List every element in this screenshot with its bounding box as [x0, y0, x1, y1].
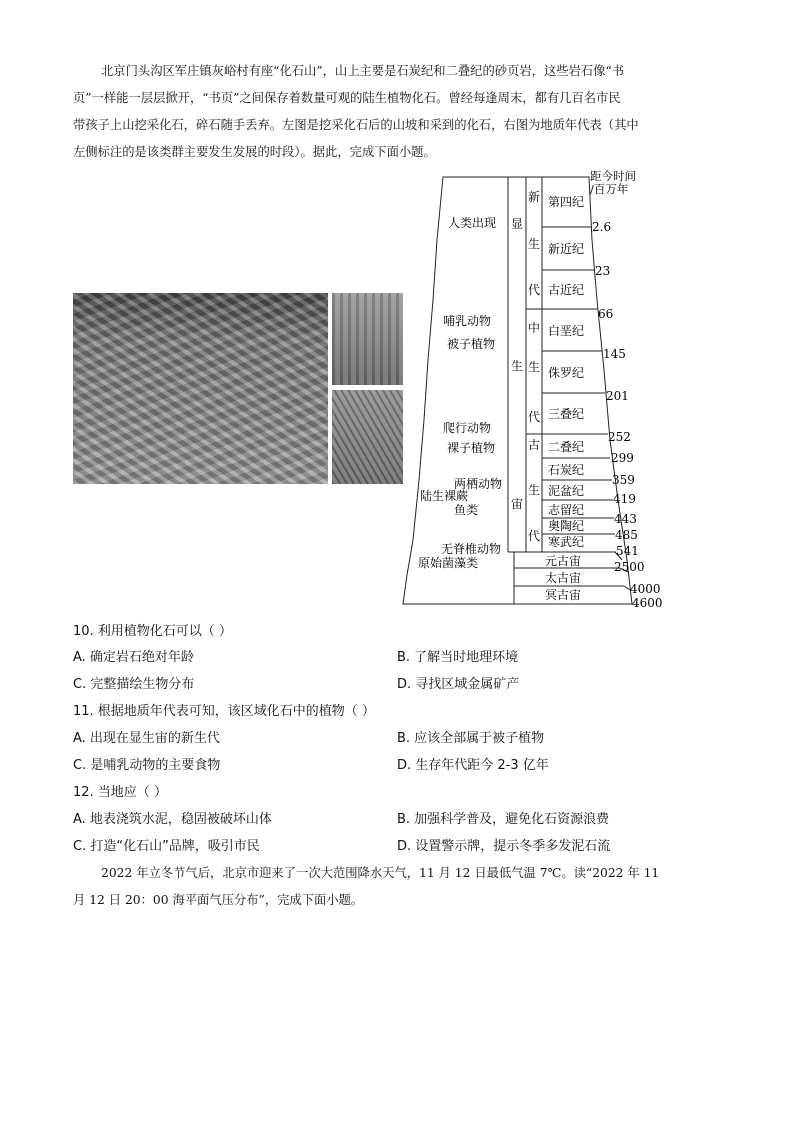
eon-char: 生	[511, 359, 524, 373]
question-12-option-a[interactable]: A. 地表浇筑水泥，稳固被破坏山体	[73, 812, 272, 827]
era-char: 生	[528, 237, 541, 251]
question-11-option-c[interactable]: C. 是哺乳动物的主要食物	[73, 758, 221, 773]
axis-title-1: 距今时间	[590, 169, 636, 183]
eon-label: 太古宙	[545, 571, 582, 585]
intro-line-2: 页”一样能一层层掀开，“书页”之间保存着数量可观的陆生植物化石。曾经每逢周末，都有几百名市民	[73, 91, 621, 105]
period-label: 志留纪	[548, 503, 585, 517]
time-label: 201	[606, 389, 629, 403]
question-10-option-d[interactable]: D. 寻找区域金属矿产	[397, 677, 520, 692]
outro-line-1: 2022 年立冬节气后，北京市迎来了一次大范围降水天气，11 月 12 日最低气温 7℃。读“2022 年 11	[101, 866, 660, 880]
period-label: 侏罗纪	[548, 366, 585, 380]
question-11-option-d[interactable]: D. 生存年代距今 2-3 亿年	[397, 758, 549, 773]
time-label: 66	[598, 307, 614, 321]
question-11-option-b[interactable]: B. 应该全部属于被子植物	[397, 731, 545, 746]
time-label: 485	[615, 528, 638, 542]
question-10-option-c[interactable]: C. 完整描绘生物分布	[73, 677, 195, 692]
time-label: 4000	[630, 582, 661, 596]
axis-title-2: /百万年	[590, 182, 629, 196]
time-label: 443	[614, 512, 637, 526]
time-label: 4600	[632, 596, 663, 610]
period-label: 白垩纪	[548, 324, 585, 338]
group-label: 鱼类	[454, 503, 479, 517]
period-label: 古近纪	[548, 283, 585, 297]
time-label: 2500	[614, 560, 645, 574]
time-label: 252	[608, 430, 631, 444]
group-label: 被子植物	[447, 337, 496, 351]
question-12-option-d[interactable]: D. 设置警示牌，提示冬季多发泥石流	[397, 839, 611, 854]
period-label: 奥陶纪	[548, 519, 585, 533]
period-label: 寒武纪	[548, 535, 585, 549]
era-char: 代	[528, 283, 541, 297]
eon-char: 显	[511, 217, 524, 231]
time-label: 541	[616, 544, 639, 558]
group-label: 无脊椎动物	[441, 542, 502, 556]
era-char: 生	[528, 483, 541, 497]
group-label: 哺乳动物	[443, 314, 492, 328]
period-label: 新近纪	[548, 242, 585, 256]
question-10-option-b[interactable]: B. 了解当时地理环境	[397, 650, 519, 665]
eon-label: 元古宙	[545, 554, 582, 568]
outro-line-2: 月 12 日 20：00 海平面气压分布”，完成下面小题。	[73, 893, 364, 907]
time-label: 2.6	[592, 220, 612, 234]
era-char: 代	[528, 529, 541, 543]
group-label: 爬行动物	[443, 421, 492, 435]
question-10-stem: 10. 利用植物化石可以（ ）	[73, 624, 232, 639]
period-label: 二叠纪	[548, 440, 585, 454]
group-label: 陆生裸蕨	[420, 489, 469, 503]
time-label: 419	[613, 492, 636, 506]
era-char: 古	[528, 438, 541, 452]
group-label: 两栖动物	[454, 477, 503, 491]
period-label: 泥盆纪	[548, 484, 585, 498]
question-12-stem: 12. 当地应（ ）	[73, 785, 167, 800]
eon-char: 宙	[511, 497, 524, 511]
intro-line-1: 北京门头沟区军庄镇灰峪村有座“化石山”，山上主要是石炭纪和二叠纪的砂页岩，这些岩石像“书	[101, 64, 625, 78]
time-label: 23	[595, 264, 611, 278]
question-12-option-c[interactable]: C. 打造“化石山”品牌，吸引市民	[73, 839, 260, 854]
time-label: 359	[612, 473, 635, 487]
group-label: 裸子植物	[447, 441, 496, 455]
question-12-option-b[interactable]: B. 加强科学普及，避免化石资源浪费	[397, 812, 610, 827]
period-label: 第四纪	[548, 195, 585, 209]
group-label: 人类出现	[448, 216, 497, 230]
time-label: 299	[611, 451, 634, 465]
intro-line-3: 带孩子上山挖采化石，碎石随手丢弃。左图是挖采化石后的山坡和采到的化石，右图为地质年代表（其中	[73, 118, 639, 132]
period-label: 石炭纪	[548, 463, 585, 477]
era-char: 新	[528, 190, 541, 204]
question-11-option-a[interactable]: A. 出现在显生宙的新生代	[73, 731, 220, 746]
era-char: 中	[528, 321, 541, 335]
intro-line-4: 左侧标注的是该类群主要发生发展的时段）。据此，完成下面小题。	[73, 145, 436, 159]
question-11-stem: 11. 根据地质年代表可知，该区域化石中的植物（ ）	[73, 704, 375, 719]
period-label: 三叠纪	[548, 407, 585, 421]
time-label: 145	[603, 347, 626, 361]
group-label: 原始菌藻类	[418, 556, 479, 570]
era-char: 代	[528, 410, 541, 424]
eon-label: 冥古宙	[545, 588, 582, 602]
era-char: 生	[528, 360, 541, 374]
question-10-option-a[interactable]: A. 确定岩石绝对年龄	[73, 650, 194, 665]
